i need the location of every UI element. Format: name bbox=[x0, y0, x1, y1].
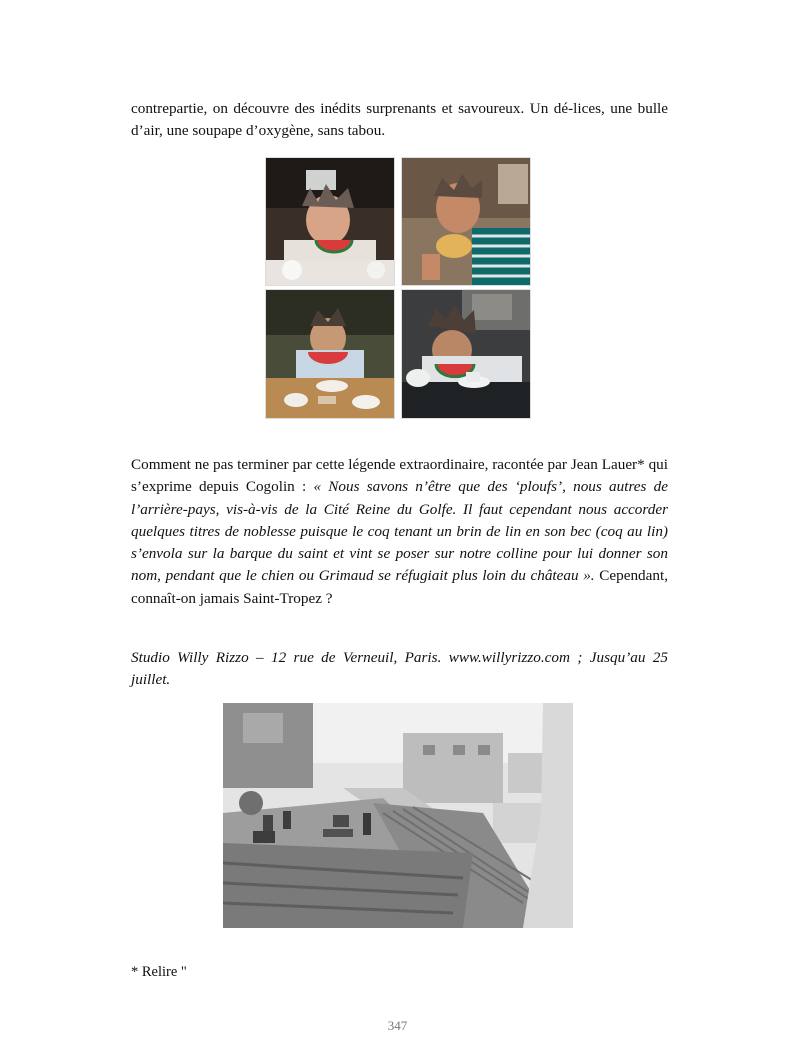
legend-quote-text: « Nous savons n’être que des ‘ploufs’, nous autres de l’arrière-pays, vis-à-vis de la Cité Reine du Golfe. Il faut cependant nous accorder quelques titres de noblesse puisque le coq tenant un brin de lin en son bec (coq au lin) s’envola sur la barque du saint et vint se poser sur notre colline pour lui donner son nom, pendant que le chien ou Grimaud se réfugiait plus loin du château ». bbox=[131, 478, 668, 585]
photo-man-eating-bread bbox=[401, 157, 531, 286]
legend-intro-text: Comment ne pas terminer par cette légende extraordinaire, racontée par Jean Lauer* qui s’exprime depuis Cogolin : bbox=[131, 456, 668, 496]
studio-exhibition-line: Studio Willy Rizzo – 12 rue de Verneuil, Paris. www.willyrizzo.com ; Jusqu’au 25 juillet. bbox=[131, 649, 668, 689]
footnote: * Relire " bbox=[131, 964, 187, 980]
intro-paragraph: contrepartie, on découvre des inédits surprenants et savoureux. Un dé-lices, une bulle d’air, une soupape d’oxygène, sans tabou. bbox=[131, 100, 668, 140]
photo-man-eating-watermelon-1 bbox=[265, 157, 395, 286]
photo-rooftop-terrace-bw bbox=[223, 703, 573, 928]
photo-man-eating-watermelon-2 bbox=[265, 289, 395, 419]
photo-man-biting-watermelon bbox=[401, 289, 531, 419]
legend-paragraph bbox=[131, 454, 668, 610]
page-number: 347 bbox=[387, 1018, 408, 1033]
legend-closing-text: Cependant, connaît-on jamais Saint-Tropez ? bbox=[131, 567, 668, 607]
